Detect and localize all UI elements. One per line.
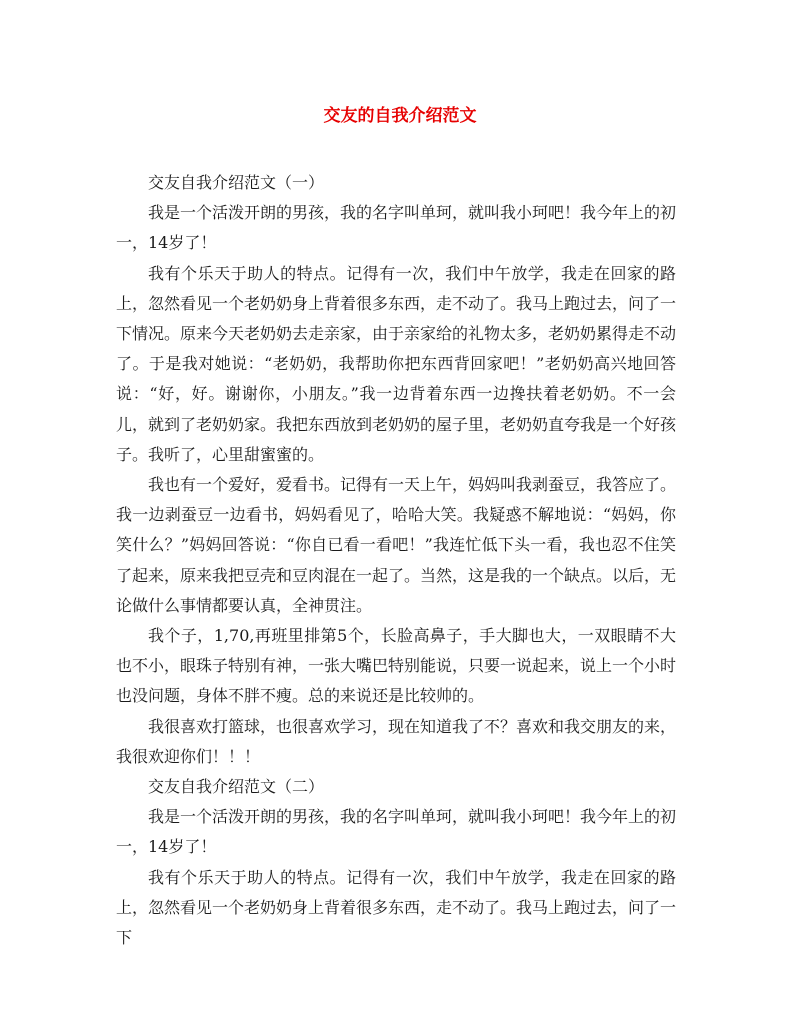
paragraph: 我有个乐天于助人的特点。记得有一次，我们中午放学，我走在回家的路上，忽然看见一个老奶奶身上背着很多东西，走不动了。我马上跑过去，问了一下	[116, 867, 677, 948]
paragraph: 我也有一个爱好，爱看书。记得有一天上午，妈妈叫我剥蚕豆，我答应了。我一边剥蚕豆一边看书，妈妈看见了，哈哈大笑。我疑惑不解地说：“妈妈，你笑什么？”妈妈回答说：“你自已看一看吧！”我连忙低下头一看，我也忍不住笑了起来，原来我把豆壳和豆肉混在一起了。当然，这是我的一个缺点。以后，无论做什么事情都要认真，全神贯注。	[116, 475, 677, 615]
document-body	[116, 168, 676, 953]
section-heading-2: 交友自我介绍范文（二）	[148, 777, 325, 797]
paragraph: 我是一个活泼开朗的男孩，我的名字叫单珂，就叫我小珂吧！我今年上的初一，14岁了！	[116, 203, 677, 253]
paragraph: 我很喜欢打篮球，也很喜欢学习，现在知道我了不？喜欢和我交朋友的来，我很欢迎你们！！！	[116, 716, 677, 766]
paragraph: 我个子，1,70,再班里排第5个，长脸高鼻子，手大脚也大，一双眼睛不大也不小，眼珠子特别有神，一张大嘴巴特别能说，只要一说起来，说上一个小时也没问题，身体不胖不瘦。总的来说还是比较帅的。	[116, 626, 677, 706]
paragraph: 我有个乐天于助人的特点。记得有一次，我们中午放学，我走在回家的路上，忽然看见一个老奶奶身上背着很多东西，走不动了。我马上跑过去，问了一下情况。原来今天老奶奶去走亲家，由于亲家给的礼物太多，老奶奶累得走不动了。于是我对她说：“老奶奶，我帮助你把东西背回家吧！”老奶奶高兴地回答说：“好，好。谢谢你，小朋友。”我一边背着东西一边搀扶着老奶奶。不一会儿，就到了老奶奶家。我把东西放到老奶奶的屋子里，老奶奶直夸我是一个好孩子。我听了，心里甜蜜蜜的。	[116, 263, 677, 464]
paragraph: 我是一个活泼开朗的男孩，我的名字叫单珂，就叫我小珂吧！我今年上的初一，14岁了！	[116, 807, 677, 857]
section-heading-1: 交友自我介绍范文（一）	[148, 173, 325, 192]
document-title: 交友的自我介绍范文	[323, 106, 477, 126]
